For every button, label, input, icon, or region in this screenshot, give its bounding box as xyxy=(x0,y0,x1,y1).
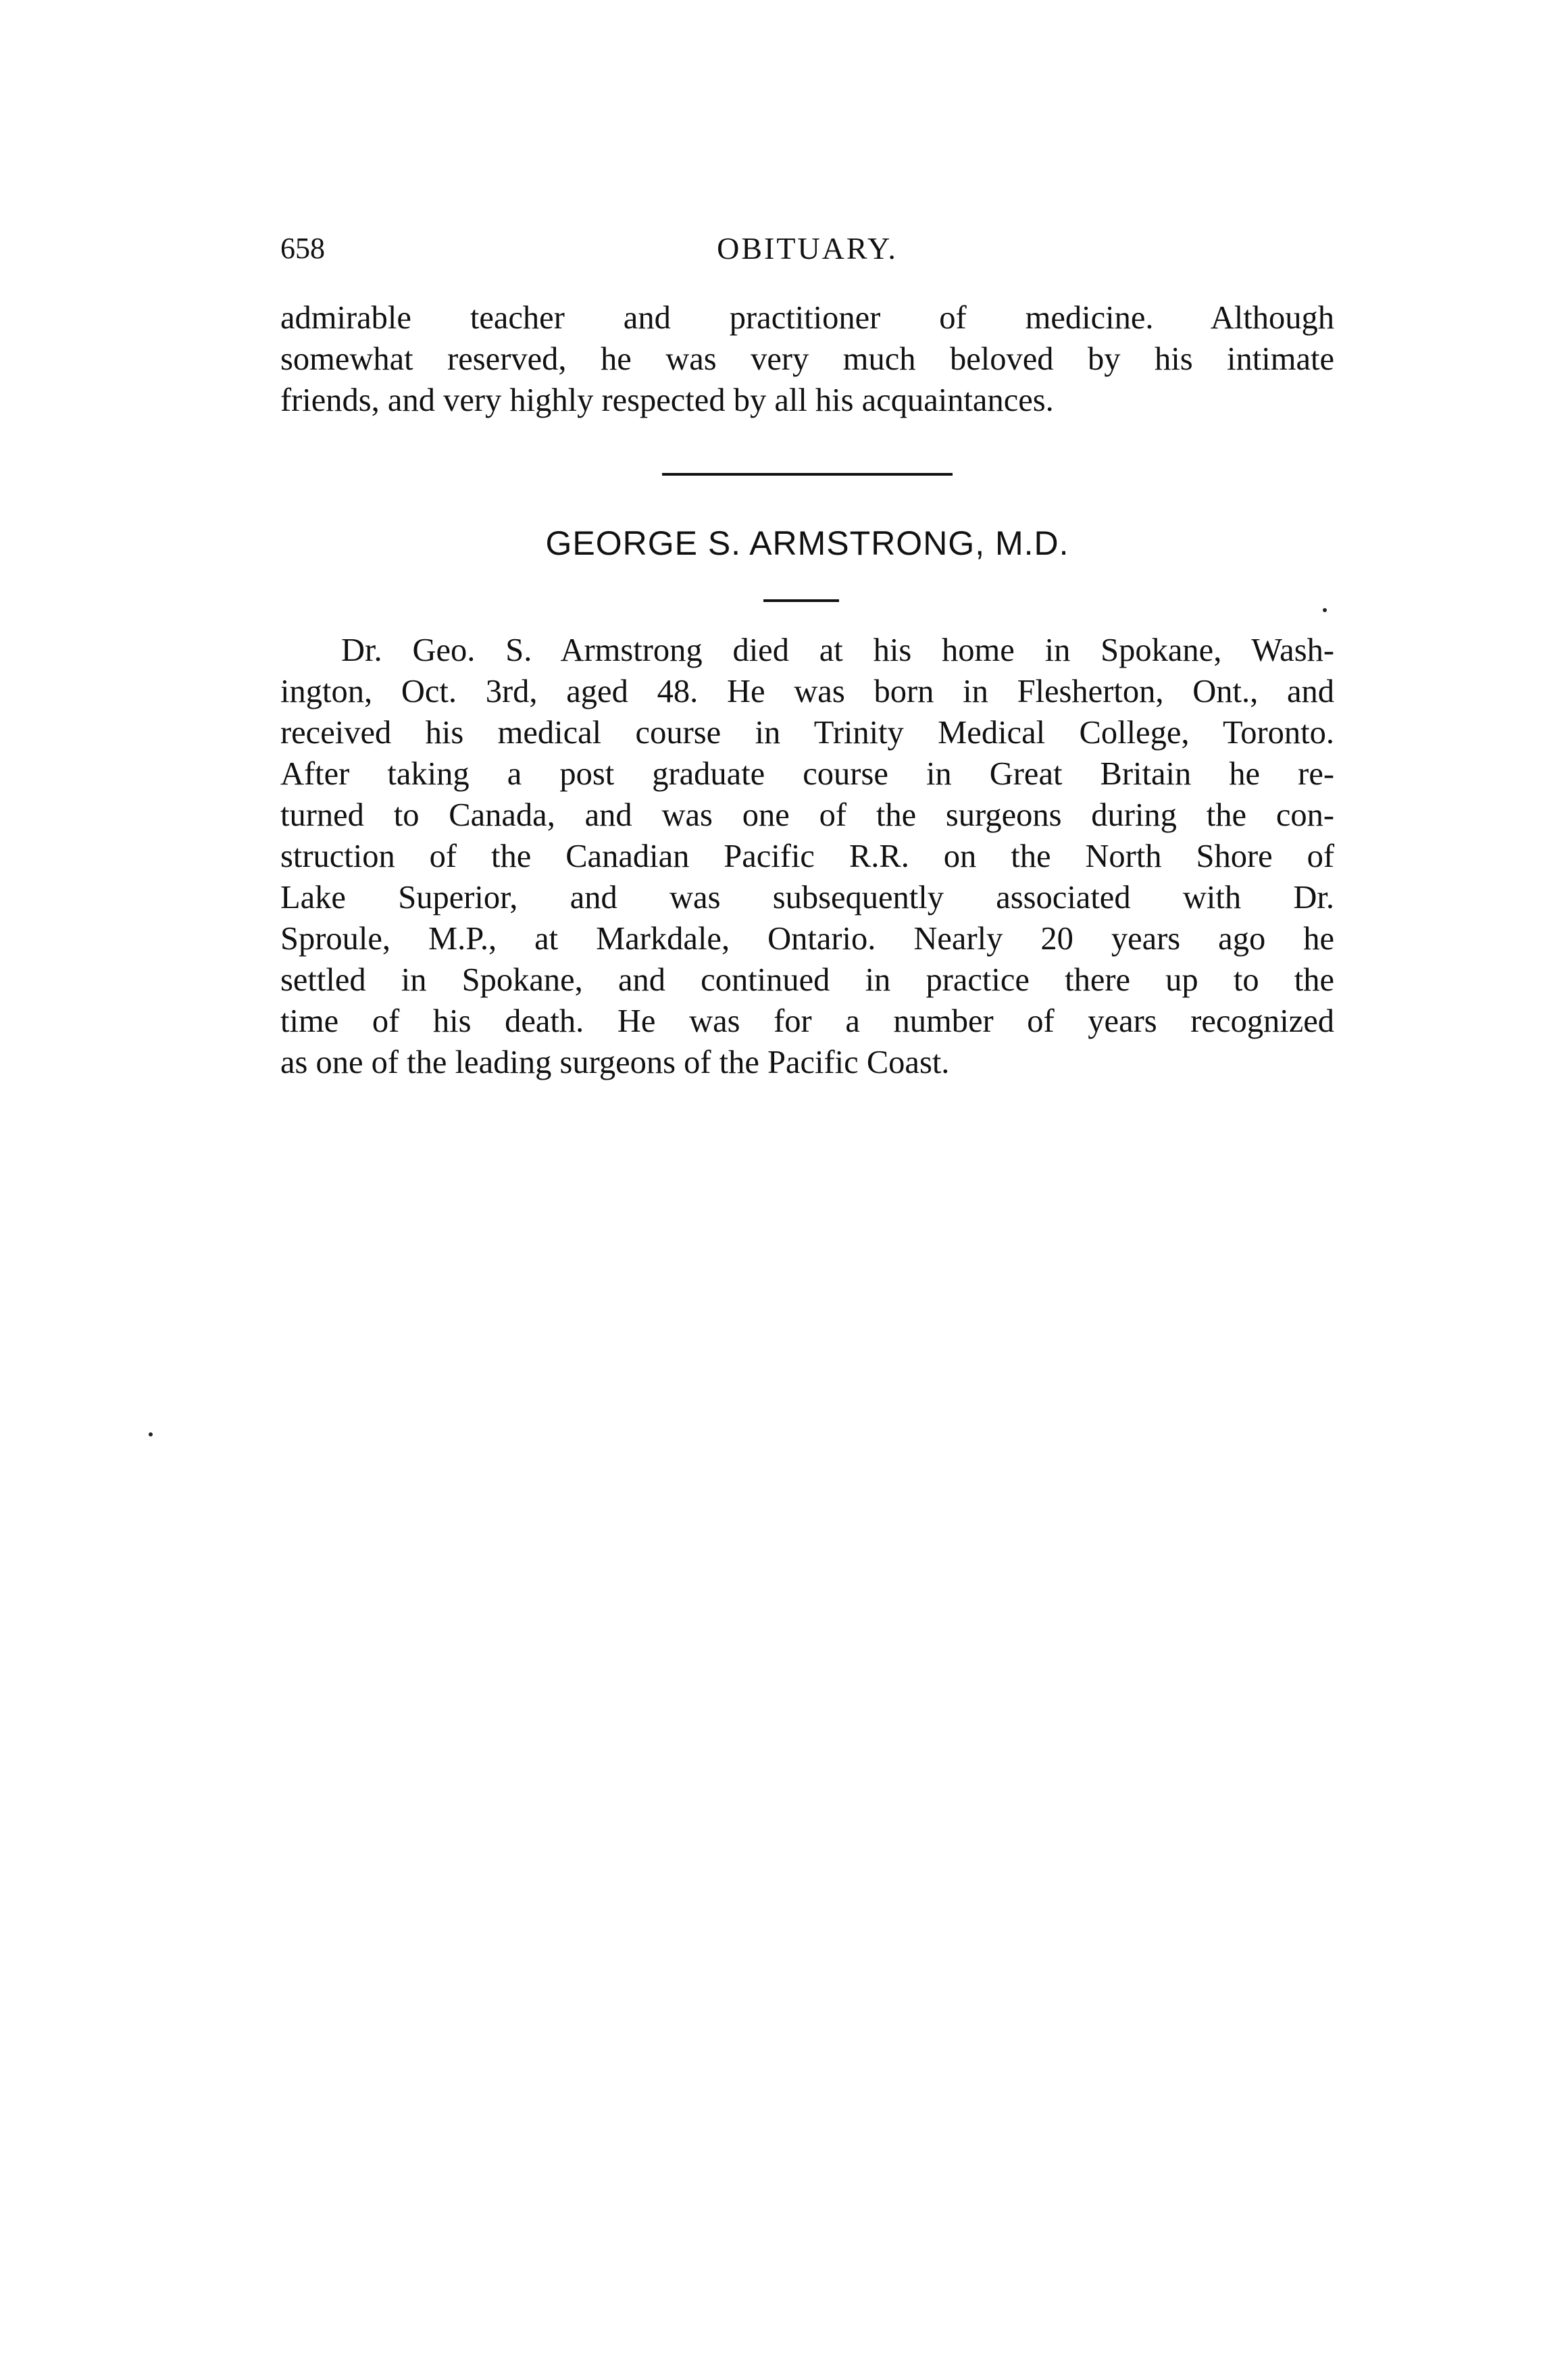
paragraph-line: somewhat reserved, he was very much beloved by his intimate xyxy=(280,341,1334,377)
paragraph-line: Lake Superior, and was subsequently associated with Dr. xyxy=(280,880,1334,916)
paragraph-line: ington, Oct. 3rd, aged 48. He was born in Flesherton, Ont., and xyxy=(280,674,1334,709)
paragraph-line: turned to Canada, and was one of the surgeons during the con- xyxy=(280,797,1334,833)
paragraph-line: After taking a post graduate course in Great Britain he re- xyxy=(280,756,1334,792)
paragraph-line: Sproule, M.P., at Markdale, Ontario. Nearly 20 years ago he xyxy=(280,921,1334,957)
paragraph-line: friends, and very highly respected by all his acquaintances. xyxy=(280,382,1054,418)
paragraph-line: as one of the leading surgeons of the Pacific Coast. xyxy=(280,1045,950,1080)
paragraph-line: struction of the Canadian Pacific R.R. on the North Shore of xyxy=(280,838,1334,874)
obituary-paragraph xyxy=(280,630,1334,1083)
paragraph-line: admirable teacher and practitioner of medicine. Although xyxy=(280,300,1334,336)
paragraph-line: settled in Spokane, and continued in practice there up to the xyxy=(280,962,1334,998)
paragraph-line: Dr. Geo. S. Armstrong died at his home in Spokane, Wash- xyxy=(341,632,1334,668)
paragraph-line: received his medical course in Trinity Medical College, Toronto. xyxy=(280,715,1334,751)
ink-speck xyxy=(1323,608,1327,612)
running-head: OBITUARY. xyxy=(717,231,898,266)
obituary-title: GEORGE S. ARMSTRONG, M.D. xyxy=(545,524,1069,562)
paragraph-line: time of his death. He was for a number of years recognized xyxy=(280,1003,1334,1039)
title-underline-rule xyxy=(763,599,839,602)
section-divider-rule xyxy=(662,473,953,476)
continuation-paragraph xyxy=(280,297,1334,421)
page-header xyxy=(280,228,1334,269)
ink-speck xyxy=(149,1432,153,1436)
page-number: 658 xyxy=(280,232,325,265)
